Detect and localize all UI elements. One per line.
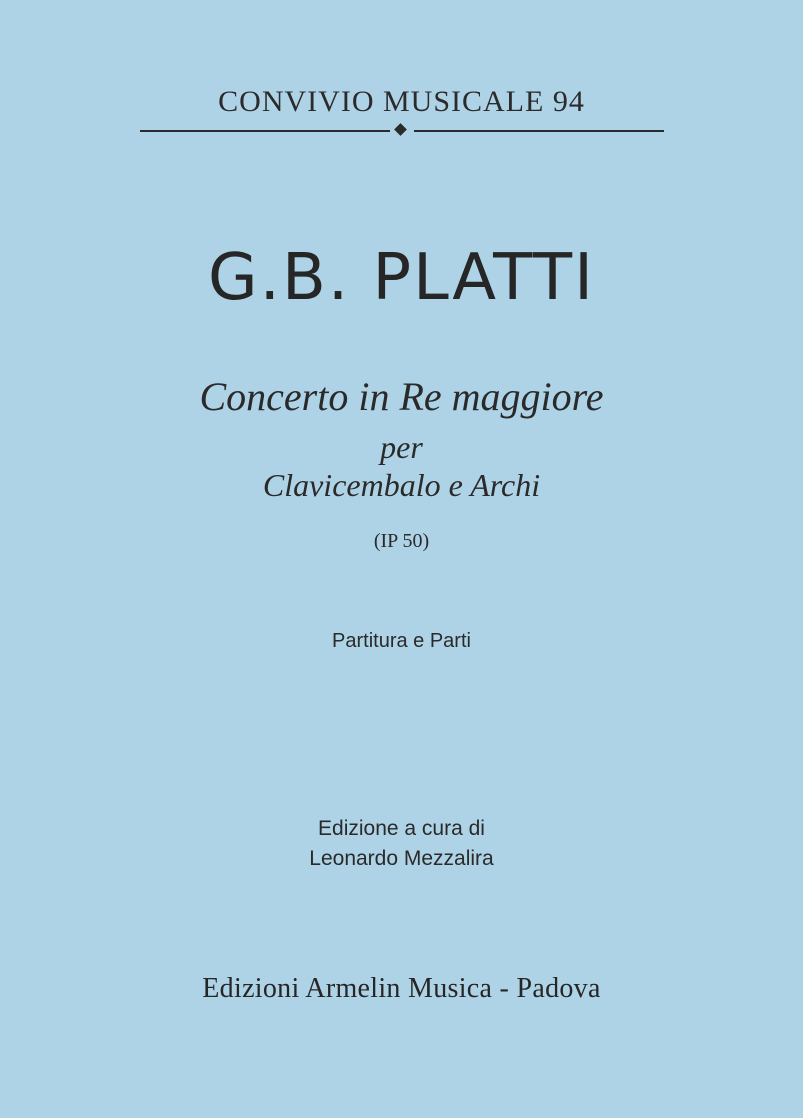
publisher-name: Edizioni Armelin Musica - Padova [202, 973, 601, 1004]
work-subtitle-per: per [380, 429, 423, 465]
editor-credit-label: Edizione a cura di [318, 817, 485, 840]
diamond-ornament-icon [394, 123, 407, 136]
composer-name: G.B. PLATTI [208, 241, 595, 315]
editor-name: Leonardo Mezzalira [309, 847, 494, 870]
catalog-number: (IP 50) [373, 530, 430, 552]
divider-right [414, 130, 664, 132]
work-title: Concerto in Re maggiore [199, 374, 604, 419]
divider-left [140, 130, 390, 132]
instrumentation: Clavicembalo e Archi [262, 467, 541, 503]
series-title: CONVIVIO MUSICALE 94 [218, 85, 585, 118]
edition-contents: Partitura e Parti [332, 630, 471, 652]
